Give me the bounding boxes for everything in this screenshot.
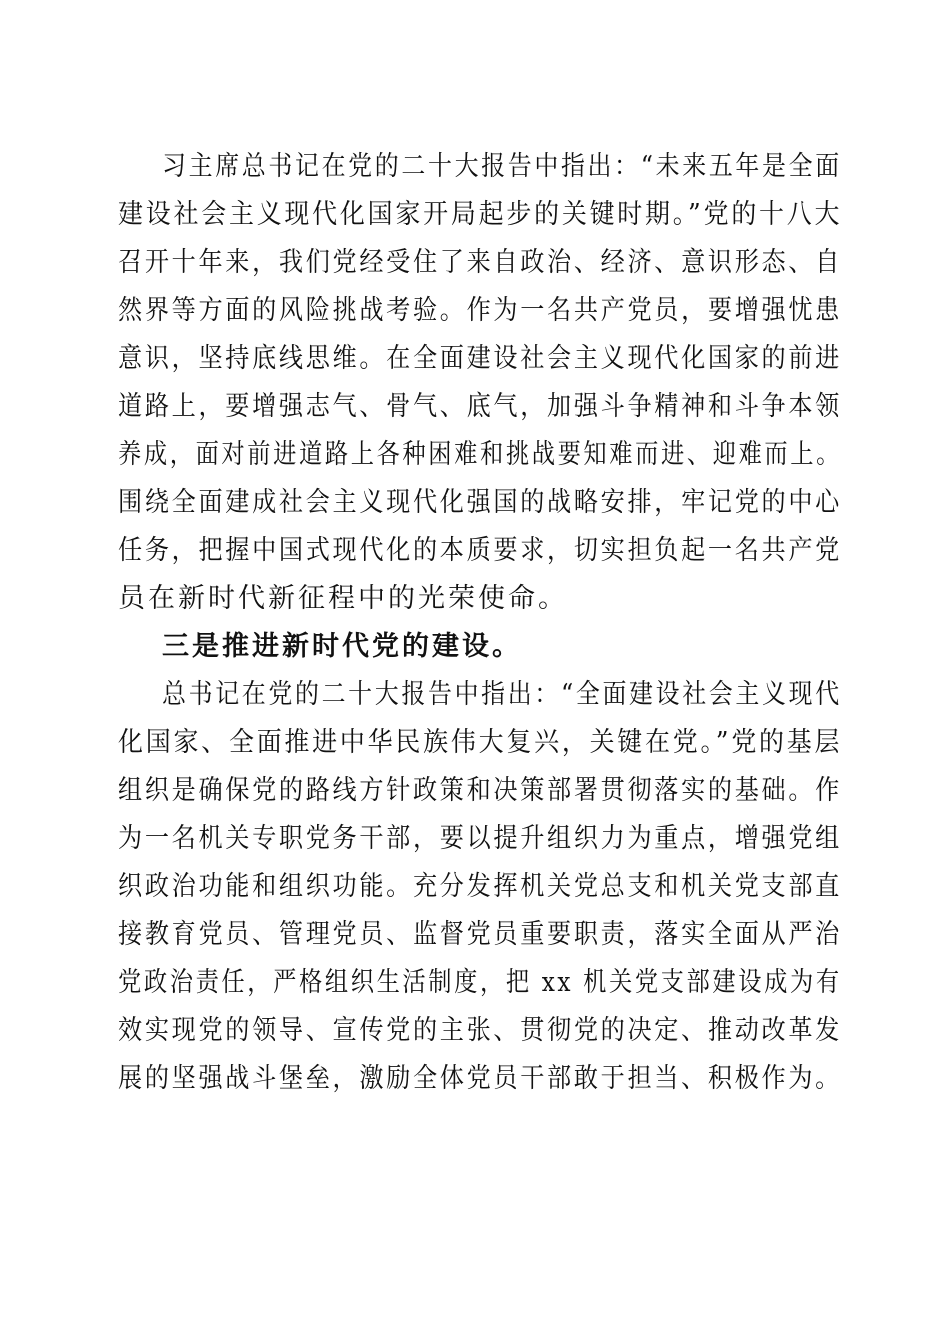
section-heading: 三是推进新时代党的建设。 <box>162 631 522 662</box>
paragraph-line: 员在新时代新征程中的光荣使命。 <box>118 583 568 614</box>
paragraph-line: 召开十年来，我们党经受住了来自政治、经济、意识形态、自 <box>118 247 842 278</box>
paragraph-line: 习主席总书记在党的二十大报告中指出：“未来五年是全面 <box>162 151 842 182</box>
paragraph-line: 建设社会主义现代化国家开局起步的关键时期。”党的十八大 <box>118 199 843 230</box>
paragraph-line: 效实现党的领导、宣传党的主张、贯彻党的决定、推动改革发 <box>118 1015 842 1046</box>
paragraph-line: 党政治责任，严格组织生活制度，把 xx 机关党支部建设成为有 <box>118 967 842 998</box>
paragraph-line: 然界等方面的风险挑战考验。作为一名共产党员，要增强忧患 <box>118 295 842 326</box>
paragraph-line: 道路上，要增强志气、骨气、底气，加强斗争精神和斗争本领 <box>118 391 842 422</box>
paragraph-line: 化国家、全面推进中华民族伟大复兴，关键在党。”党的基层 <box>118 727 843 758</box>
paragraph-line: 展的坚强战斗堡垒，激励全体党员干部敢于担当、积极作为。 <box>118 1063 842 1094</box>
paragraph-line: 织政治功能和组织功能。充分发挥机关党总支和机关党支部直 <box>118 871 842 902</box>
paragraph-line: 组织是确保党的路线方针政策和决策部署贯彻落实的基础。作 <box>118 775 842 806</box>
paragraph-line: 总书记在党的二十大报告中指出：“全面建设社会主义现代 <box>162 679 842 710</box>
paragraph-line: 养成，面对前进道路上各种困难和挑战要知难而进、迎难而上。 <box>118 439 842 470</box>
paragraph-line: 接教育党员、管理党员、监督党员重要职责，落实全面从严治 <box>118 919 842 950</box>
paragraph-line: 意识，坚持底线思维。在全面建设社会主义现代化国家的前进 <box>118 343 842 374</box>
paragraph-line: 任务，把握中国式现代化的本质要求，切实担负起一名共产党 <box>118 535 842 566</box>
paragraph-line: 为一名机关专职党务干部，要以提升组织力为重点，增强党组 <box>118 823 842 854</box>
paragraph-line: 围绕全面建成社会主义现代化强国的战略安排，牢记党的中心 <box>118 487 842 518</box>
